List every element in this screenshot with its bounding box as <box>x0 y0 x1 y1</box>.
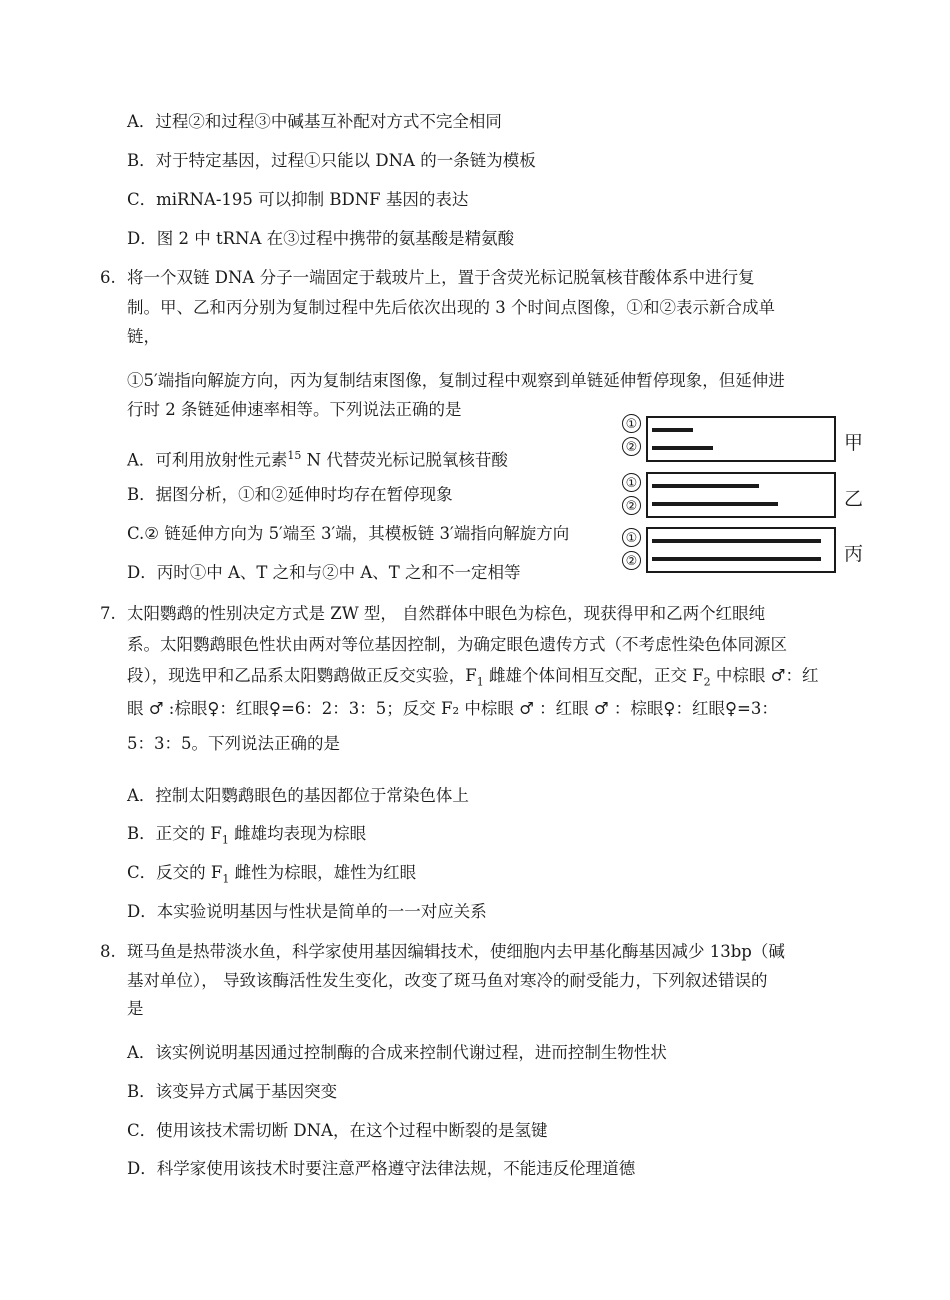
panel-label-yi: 乙 <box>844 488 864 510</box>
q7-stem-line: 眼 ♂ :棕眼♀：红眼♀=6：2：3：5；反交 F₂ 中棕眼 ♂ ：红眼 ♂ ：棕眼♀：红眼♀=3： <box>127 699 778 718</box>
q5-option-c: C．miRNA-195 可以抑制 BDNF 基因的表达 <box>127 190 469 209</box>
q6-option-a: A．可利用放射性元素$^{15}$ N 代替荧光标记脱氧核苷酸 <box>127 449 508 470</box>
panel-bing <box>646 527 836 573</box>
strand-1-bar <box>652 428 693 432</box>
q5-option-d: D．图 2 中 tRNA 在③过程中携带的氨基酸是精氨酸 <box>127 229 515 248</box>
q6-stem-line: 行时 2 条链延伸速率相等。下列说法正确的是 <box>127 400 462 419</box>
strand-2-marker: ② <box>622 496 641 515</box>
panel-label-bing: 丙 <box>844 543 864 565</box>
strand-2-bar <box>652 557 821 561</box>
replication-figure <box>618 412 868 582</box>
q6-stem-line: 链， <box>127 327 160 346</box>
q6-option-c: C.② 链延伸方向为 5′端至 3′端，其模板链 3′端指向解旋方向 <box>127 524 570 543</box>
q6-stem-line: 将一个双链 DNA 分子一端固定于载玻片上，置于含荧光标记脱氧核苷酸体系中进行复 <box>127 268 755 287</box>
q7-stem-line: 5：3：5。下列说法正确的是 <box>127 734 340 753</box>
q5-option-a: A．过程②和过程③中碱基互补配对方式不完全相同 <box>127 112 502 131</box>
q8-stem-line: 斑马鱼是热带淡水鱼，科学家使用基因编辑技术，使细胞内去甲基化酶基因减少 13bp（碱 <box>127 942 785 961</box>
q7-option-c: C．反交的 $F_1$ 雌性为棕眼，雄性为红眼 <box>127 863 417 886</box>
q7-option-d: D．本实验说明基因与性状是简单的一一对应关系 <box>127 902 487 921</box>
q7-number: 7. <box>100 604 116 623</box>
q8-option-d: D．科学家使用该技术时要注意严格遵守法律法规，不能违反伦理道德 <box>127 1159 636 1178</box>
panel-label-jia: 甲 <box>844 432 864 454</box>
strand-2-marker: ② <box>622 437 641 456</box>
strand-2-marker: ② <box>622 551 641 570</box>
q7-stem-line: 段），现选甲和乙品系太阳鹦鹉做正反交实验，$F_1$ 雌雄个体间相互交配，正交 $F_2$ 中棕眼 ♂：红 <box>127 666 819 689</box>
q6-option-d: D．丙时①中 A、T 之和与②中 A、T 之和不一定相等 <box>127 563 521 582</box>
strand-1-bar <box>652 539 821 543</box>
q7-stem-line: 太阳鹦鹉的性别决定方式是 ZW 型， 自然群体中眼色为棕色，现获得甲和乙两个红眼纯 <box>127 604 766 623</box>
q8-stem-line: 基对单位）， 导致该酶活性发生变化，改变了斑马鱼对寒冷的耐受能力，下列叙述错误的 <box>127 971 768 990</box>
q8-option-a: A．该实例说明基因通过控制酶的合成来控制代谢过程，进而控制生物性状 <box>127 1043 667 1062</box>
q7-option-b: B．正交的 $F_1$ 雌雄均表现为棕眼 <box>127 824 367 847</box>
q8-option-c: C．使用该技术需切断 DNA，在这个过程中断裂的是氢键 <box>127 1121 548 1140</box>
q8-number: 8. <box>100 942 116 961</box>
strand-2-bar <box>652 446 713 450</box>
strand-1-marker: ① <box>622 414 641 433</box>
strand-1-marker: ① <box>622 528 641 547</box>
q8-stem-line: 是 <box>127 999 144 1018</box>
strand-2-bar <box>652 502 778 506</box>
q6-stem-line: 制。甲、乙和丙分别为复制过程中先后依次出现的 3 个时间点图像，①和②表示新合成单 <box>127 298 775 317</box>
strand-1-bar <box>652 484 759 488</box>
q8-option-b: B．该变异方式属于基因突变 <box>127 1082 338 1101</box>
strand-1-marker: ① <box>622 473 641 492</box>
q6-option-b: B．据图分析，①和②延伸时均存在暂停现象 <box>127 485 453 504</box>
q6-stem-line: ①5′端指向解旋方向，丙为复制结束图像，复制过程中观察到单链延伸暂停现象，但延伸进 <box>127 371 785 390</box>
panel-jia <box>646 416 836 462</box>
q6-number: 6. <box>100 268 116 287</box>
q7-option-a: A．控制太阳鹦鹉眼色的基因都位于常染色体上 <box>127 786 469 805</box>
q5-option-b: B．对于特定基因，过程①只能以 DNA 的一条链为模板 <box>127 151 536 170</box>
q7-stem-line: 系。太阳鹦鹉眼色性状由两对等位基因控制，为确定眼色遗传方式（不考虑性染色体同源区 <box>127 635 787 654</box>
panel-yi <box>646 472 836 518</box>
